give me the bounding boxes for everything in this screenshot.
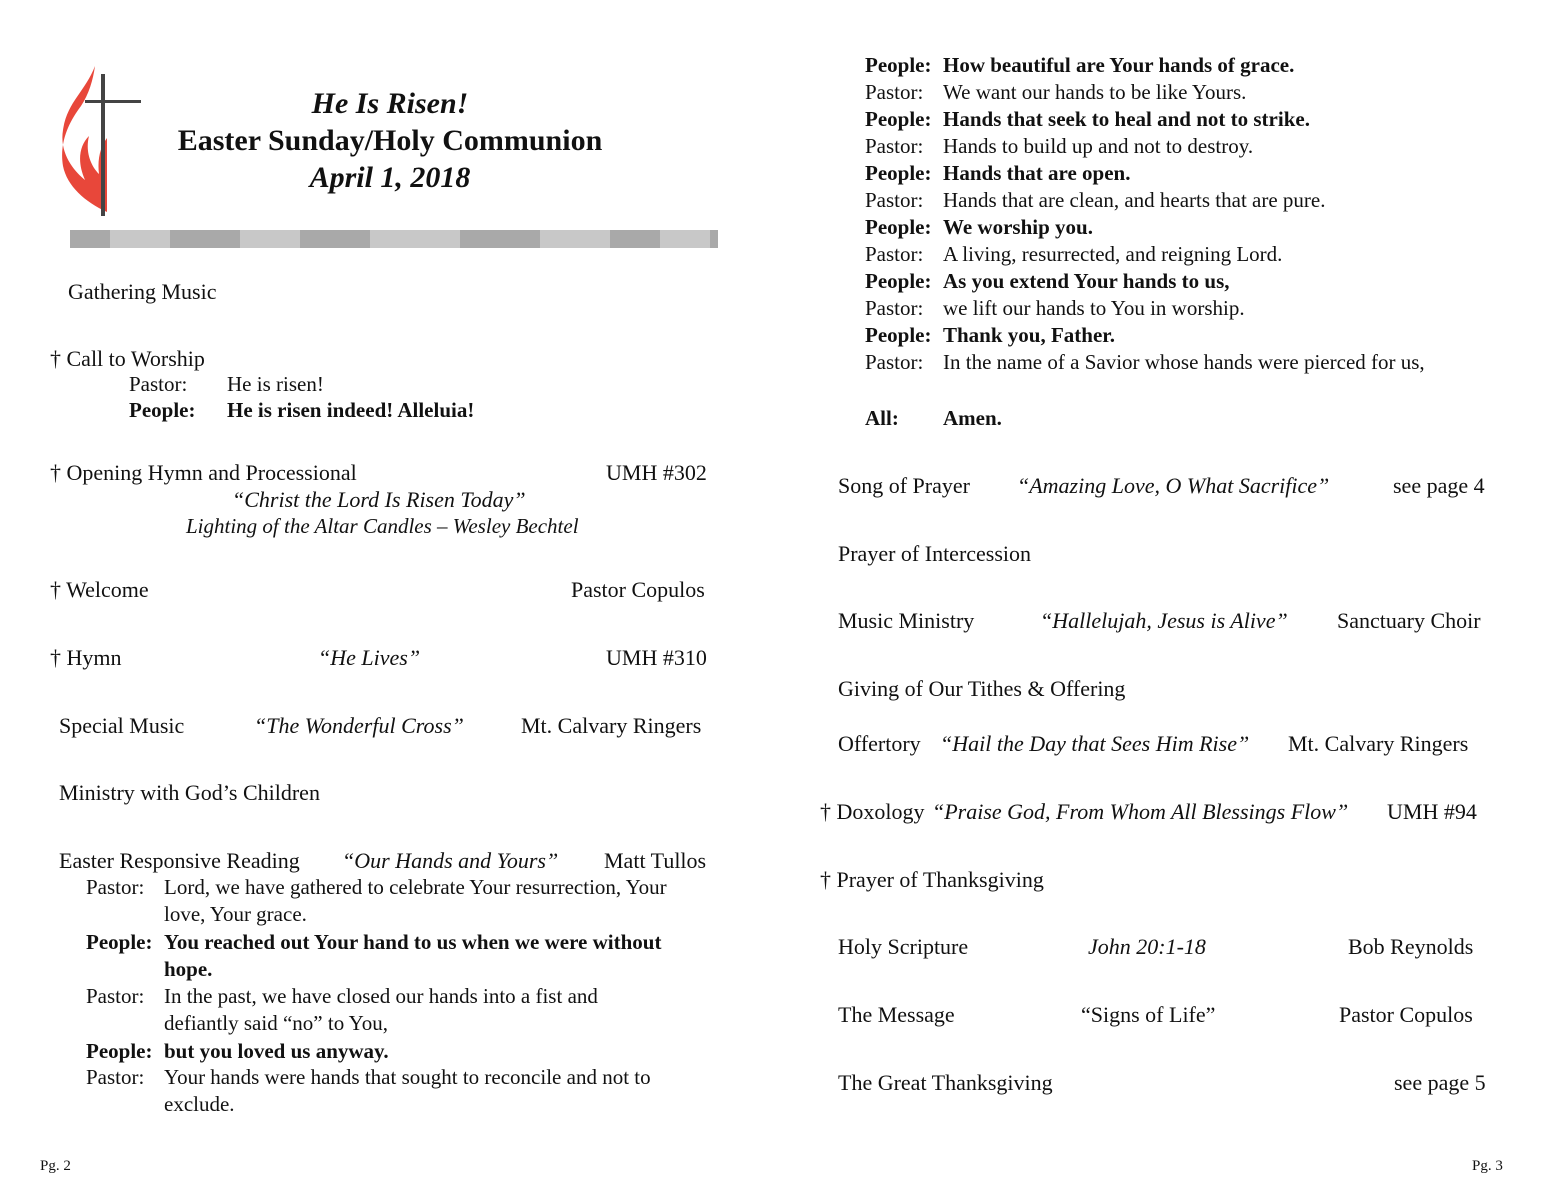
music-ministry-title: “Hallelujah, Jesus is Alive” (1040, 608, 1288, 633)
offertory-heading: Offertory (838, 731, 921, 756)
reading-text: We worship you. (943, 215, 1093, 239)
doxology-title: “Praise God, From Whom All Blessings Flow” (932, 799, 1349, 824)
reading-text: Hands to build up and not to destroy. (943, 134, 1254, 158)
reading-line (86, 983, 664, 1037)
reading-speaker: People: (865, 107, 932, 131)
reading-heading: Easter Responsive Reading (59, 848, 300, 873)
call-pastor-text: He is risen! (227, 372, 324, 396)
reading-author: Matt Tullos (604, 848, 707, 873)
reading-line (865, 295, 1463, 322)
reading-speaker: Pastor: (865, 350, 924, 374)
reading-text: Hands that seek to heal and not to strike. (943, 107, 1310, 131)
welcome-leader: Pastor Copulos (571, 577, 705, 602)
offertory-performer: Mt. Calvary Ringers (1288, 731, 1469, 756)
reading-speaker: People: (865, 53, 932, 77)
reading-text: Hands that are clean, and hearts that are pure. (943, 188, 1326, 212)
reading-line (865, 241, 1463, 268)
reading-speaker: Pastor: (86, 875, 145, 899)
reading-line (865, 79, 1463, 106)
reading-speaker: Pastor: (86, 984, 145, 1008)
reading-line (86, 929, 664, 983)
song-of-prayer-ref: see page 4 (1393, 473, 1485, 498)
hymn-heading: † Hymn (50, 645, 122, 670)
opening-hymn-title: “Christ the Lord Is Risen Today” (232, 487, 526, 512)
special-music-performer: Mt. Calvary Ringers (521, 713, 702, 738)
page-number-right: Pg. 3 (1472, 1158, 1503, 1174)
altar-candles-note: Lighting of the Altar Candles – Wesley Bechtel (186, 514, 579, 538)
reading-title: “Our Hands and Yours” (342, 848, 559, 873)
intercession-heading: Prayer of Intercession (838, 541, 1032, 566)
reading-speaker: People: (86, 930, 153, 954)
reading-text: A living, resurrected, and reigning Lord. (943, 242, 1283, 266)
reading-text: Hands that are open. (943, 161, 1131, 185)
reading-line (86, 874, 694, 928)
music-ministry-heading: Music Ministry (838, 608, 975, 633)
hymn-ref: UMH #310 (606, 645, 707, 670)
scripture-ref: John 20:1-18 (1088, 934, 1206, 959)
reading-text: In the past, we have closed our hands into a fist and defiantly said “no” to You, (164, 984, 598, 1035)
page-number-left: Pg. 2 (40, 1158, 71, 1174)
reading-text: We want our hands to be like Yours. (943, 80, 1247, 104)
reading-text: You reached out Your hand to us when we were without hope. (164, 930, 662, 981)
reading-text: As you extend Your hands to us, (943, 269, 1230, 293)
reading-speaker: People: (865, 323, 932, 347)
great-thanksgiving-heading: The Great Thanksgiving (838, 1070, 1053, 1095)
reading-speaker: All: (865, 406, 899, 430)
reading-line (865, 214, 1463, 241)
call-people-label: People: (129, 398, 196, 422)
bulletin-title: He Is Risen! (311, 87, 469, 120)
reading-speaker: Pastor: (86, 1065, 145, 1089)
divider-bar (70, 230, 718, 248)
reading-speaker: Pastor: (865, 188, 924, 212)
reading-speaker: Pastor: (865, 80, 924, 104)
reading-text: How beautiful are Your hands of grace. (943, 53, 1295, 77)
reading-text: but you loved us anyway. (164, 1039, 389, 1063)
doxology-ref: UMH #94 (1387, 799, 1477, 824)
offertory-title: “Hail the Day that Sees Him Rise” (940, 731, 1250, 756)
giving-heading: Giving of Our Tithes & Offering (838, 676, 1126, 701)
doxology-heading: † Doxology (820, 799, 925, 824)
special-music-heading: Special Music (59, 713, 185, 738)
special-music-title: “The Wonderful Cross” (254, 713, 464, 738)
call-pastor-label: Pastor: (129, 372, 188, 396)
opening-hymn-ref: UMH #302 (606, 460, 707, 485)
great-thanksgiving-ref: see page 5 (1394, 1070, 1486, 1095)
ministry-heading: Ministry with God’s Children (59, 780, 320, 805)
scripture-heading: Holy Scripture (838, 934, 969, 959)
reading-speaker: People: (86, 1039, 153, 1063)
reading-line (865, 187, 1463, 214)
song-of-prayer-title: “Amazing Love, O What Sacrifice” (1017, 473, 1330, 498)
reading-text: Your hands were hands that sought to reconcile and not to exclude. (164, 1065, 651, 1116)
message-speaker: Pastor Copulos (1339, 1002, 1473, 1027)
reading-line (865, 405, 1463, 432)
reading-text: we lift our hands to You in worship. (943, 296, 1245, 320)
reading-line (86, 1038, 664, 1065)
reading-text: Lord, we have gathered to celebrate Your resurrection, Your love, Your grace. (164, 875, 667, 926)
reading-line (865, 322, 1463, 349)
reading-line (865, 52, 1463, 79)
reading-line (865, 160, 1463, 187)
reading-text: Thank you, Father. (943, 323, 1115, 347)
reading-line (865, 106, 1463, 133)
service-date: April 1, 2018 (309, 161, 471, 194)
thanksgiving-prayer-heading: † Prayer of Thanksgiving (820, 867, 1044, 892)
reading-text: In the name of a Savior whose hands were pierced for us, (943, 350, 1425, 374)
reading-speaker: Pastor: (865, 242, 924, 266)
reading-speaker: Pastor: (865, 134, 924, 158)
message-heading: The Message (838, 1002, 955, 1027)
call-people-text: He is risen indeed! Alleluia! (227, 398, 475, 422)
reading-line (86, 1064, 704, 1118)
reading-speaker: People: (865, 269, 932, 293)
reading-text: Amen. (943, 406, 1002, 430)
reading-line (865, 133, 1463, 160)
welcome-heading: † Welcome (50, 577, 149, 602)
call-to-worship-heading: † Call to Worship (50, 346, 205, 371)
music-ministry-performer: Sanctuary Choir (1337, 608, 1481, 633)
reading-speaker: People: (865, 215, 932, 239)
gathering-music: Gathering Music (68, 279, 217, 304)
hymn-title: “He Lives” (318, 645, 421, 670)
opening-hymn-heading: † Opening Hymn and Processional (50, 460, 357, 485)
reading-speaker: Pastor: (865, 296, 924, 320)
reading-line (865, 349, 1463, 376)
message-title: “Signs of Life” (1081, 1002, 1216, 1027)
service-name: Easter Sunday/Holy Communion (177, 124, 603, 157)
reading-line (865, 268, 1463, 295)
scripture-reader: Bob Reynolds (1348, 934, 1474, 959)
song-of-prayer-heading: Song of Prayer (838, 473, 970, 498)
reading-speaker: People: (865, 161, 932, 185)
